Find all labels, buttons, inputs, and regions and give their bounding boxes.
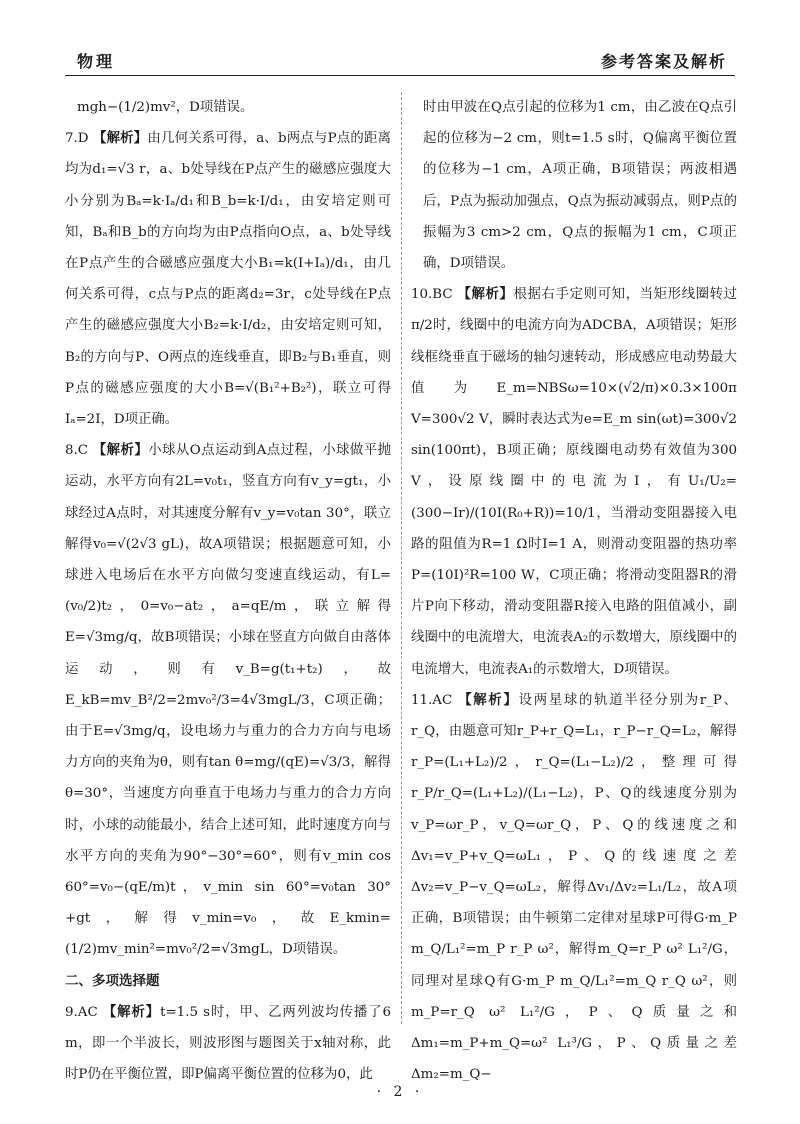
q7-number: 7.D (65, 131, 89, 147)
page-header (65, 45, 735, 76)
q7-tag: 【解析】 (92, 130, 148, 147)
q9-text: t=1.5 s时，甲、乙两列波均传播了6 m，即一个半波长，则波形图与题图关于x轴对称，此时P仍在平衡位置，即P偏离平衡位置的位移为0，此 (65, 1004, 392, 1083)
q11-number: 11.AC (411, 692, 453, 708)
right-column (411, 92, 738, 1083)
q11-tag: 【解析】 (458, 691, 519, 708)
q10-number: 10.BC (411, 287, 453, 303)
q11-text: 设两星球的轨道半径分别为r_P、r_Q，由题意可知r_P+r_Q=L₁，r_P−r_Q=L₂，解得r_P=(L₁+L₂)/2，r_Q=(L₁−L₂)/2，整理可得r_P/r_Q=(L₁+L₂)/(L₁−L₂)，P、Q的线速度分别为v_P=ωr_P，v_Q=ωr_Q，P、Q的线速度之和Δv₁=v_P+v_Q=ωL₁，P、Q的线速度之差Δv₂=v_P−v_Q=ωL₂，解得Δv₁/Δv₂=L₁/L₂，故A项正确，B项错误；由牛顿第二定律对星球P可得G·m_P m_Q/L₁²=m_P r_P ω²，解得m_Q=r_P ω² L₁²/G，同理对星球Q有G·m_P m_Q/L₁²=m_Q r_Q ω²，则m_P=r_Q ω² L₁²/G，P、Q质量之和Δm₁=m_P+m_Q=ω² L₁³/G，P、Q质量之差Δm₂=m_Q− (411, 692, 737, 1083)
q9-number: 9.AC (65, 1004, 98, 1020)
question-9-solution (65, 997, 391, 1091)
q8-tag: 【解析】 (92, 442, 149, 459)
q10-text: 根据右手定则可知，当矩形线圈转过π/2时，线圈中的电流方向为ADCBA，A项错误；矩形线框绕垂直于磁场的轴匀速转动，形成感应电动势最大值为E_m=NBSω=10×(√2/π)×0.3×100π V=300√2 V，瞬时表达式为e=E_m sin(ωt)=300√2 sin(100πt)，B项正确；原线圈电动势有效值为300 V，设原线圈中的电流为I，有U₁/U₂=(300−Ir)/(10I(R₀+R))=10/1，当滑动变阻器接入电路的阻值为R=1 Ω时I=1 A，则滑动变阻器的热功率P=(10I)²R=100 W，C项正确；将滑动变阻器R的滑片P向下移动，滑动变阻器R接入电路的阻值减小，副线圈中的电流增大，电流表A₂的示数增大，原线圈中的电流增大，电流表A₁的示数增大，D项错误。 (411, 287, 738, 677)
header-title: 参考答案及解析 (600, 52, 727, 71)
section-multiple-choice: 二、多项选择题 (65, 972, 160, 989)
question-7-solution (65, 123, 391, 435)
column-divider (401, 92, 402, 1024)
q7-text: 由几何关系可得，a、b两点与P点的距离均为d₁=√3 r，a、b处导线在P点产生的磁感应强度大小分别为Bₐ=k·Iₐ/d₁和B_b=k·I/d₁，由安培定则可知，Bₐ和B_b的方向均为由P点指向O点，a、b处导线在P点产生的合磁感应强度大小B₁=k(I+Iₐ)/d₁，由几何关系可得，c点与P点的距离d₂=3r，c处导线在P点产生的磁感应强度大小B₂=k·I/d₂，由安培定则可知，B₂的方向与P、O两点的连线垂直，即B₂与B₁垂直，则P点的磁感应强度的大小B=√(B₁²+B₂²)，联立可得Iₐ=2I，D项正确。 (65, 131, 391, 428)
q8-number: 8.C (65, 443, 89, 459)
q10-tag: 【解析】 (457, 286, 514, 303)
q9-continued: 时由甲波在Q点引起的位移为1 cm，由乙波在Q点引起的位移为−2 cm，则t=1.5 s时，Q偏离平衡位置的位移为−1 cm，A项正确，B项错误；两波相遇后，P点为振动加强点，Q点为振动减弱点，则P点的振幅为3 cm>2 cm，Q点的振幅为1 cm，C项正确，D项错误。 (423, 100, 737, 272)
question-8-solution (65, 435, 391, 965)
question-11-solution (411, 685, 737, 1091)
q9-tag: 【解析】 (102, 1003, 161, 1020)
question-10-solution (411, 279, 737, 685)
q6-tail: mgh−(1/2)mv²，D项错误。 (77, 100, 254, 115)
q8-text: 小球从O点运动到A点过程，小球做平抛运动，水平方向有2L=v₀t₁，竖直方向有v_y=gt₁，小球经过A点时，对其速度分解有v_y=v₀tan 30°，联立解得v₀=√(2√3 gL)，故A项错误；根据题意可知，小球进入电场后在水平方向做匀变速直线运动，有L=(v₀/2)t₂，0=v₀−at₂，a=qE/m，联立解得E=√3mg/q，故B项错误；小球在竖直方向做自由落体运动，则有v_B=g(t₁+t₂)，故E_kB=mv_B²/2=2mv₀²/3=4√3mgL/3，C项正确；由于E=√3mg/q，设电场力与重力的合力方向与电场力方向的夹角为θ，则有tan θ=mg/(qE)=√3/3，解得θ=30°，当速度方向垂直于电场力与重力的合力方向时，小球的动能最小，结合上述可知，此时速度方向与水平方向的夹角为90°−30°=60°，则有v_min cos 60°=v₀−(qE/m)t，v_min sin 60°=v₀tan 30°+gt，解得v_min=v₀，故E_kmin=(1/2)mv_min²=mv₀²/2=√3mgL，D项错误。 (65, 443, 392, 958)
left-column (65, 92, 392, 1083)
subject-label: 物理 (77, 52, 116, 71)
page-number: · 2 · (376, 1084, 424, 1100)
